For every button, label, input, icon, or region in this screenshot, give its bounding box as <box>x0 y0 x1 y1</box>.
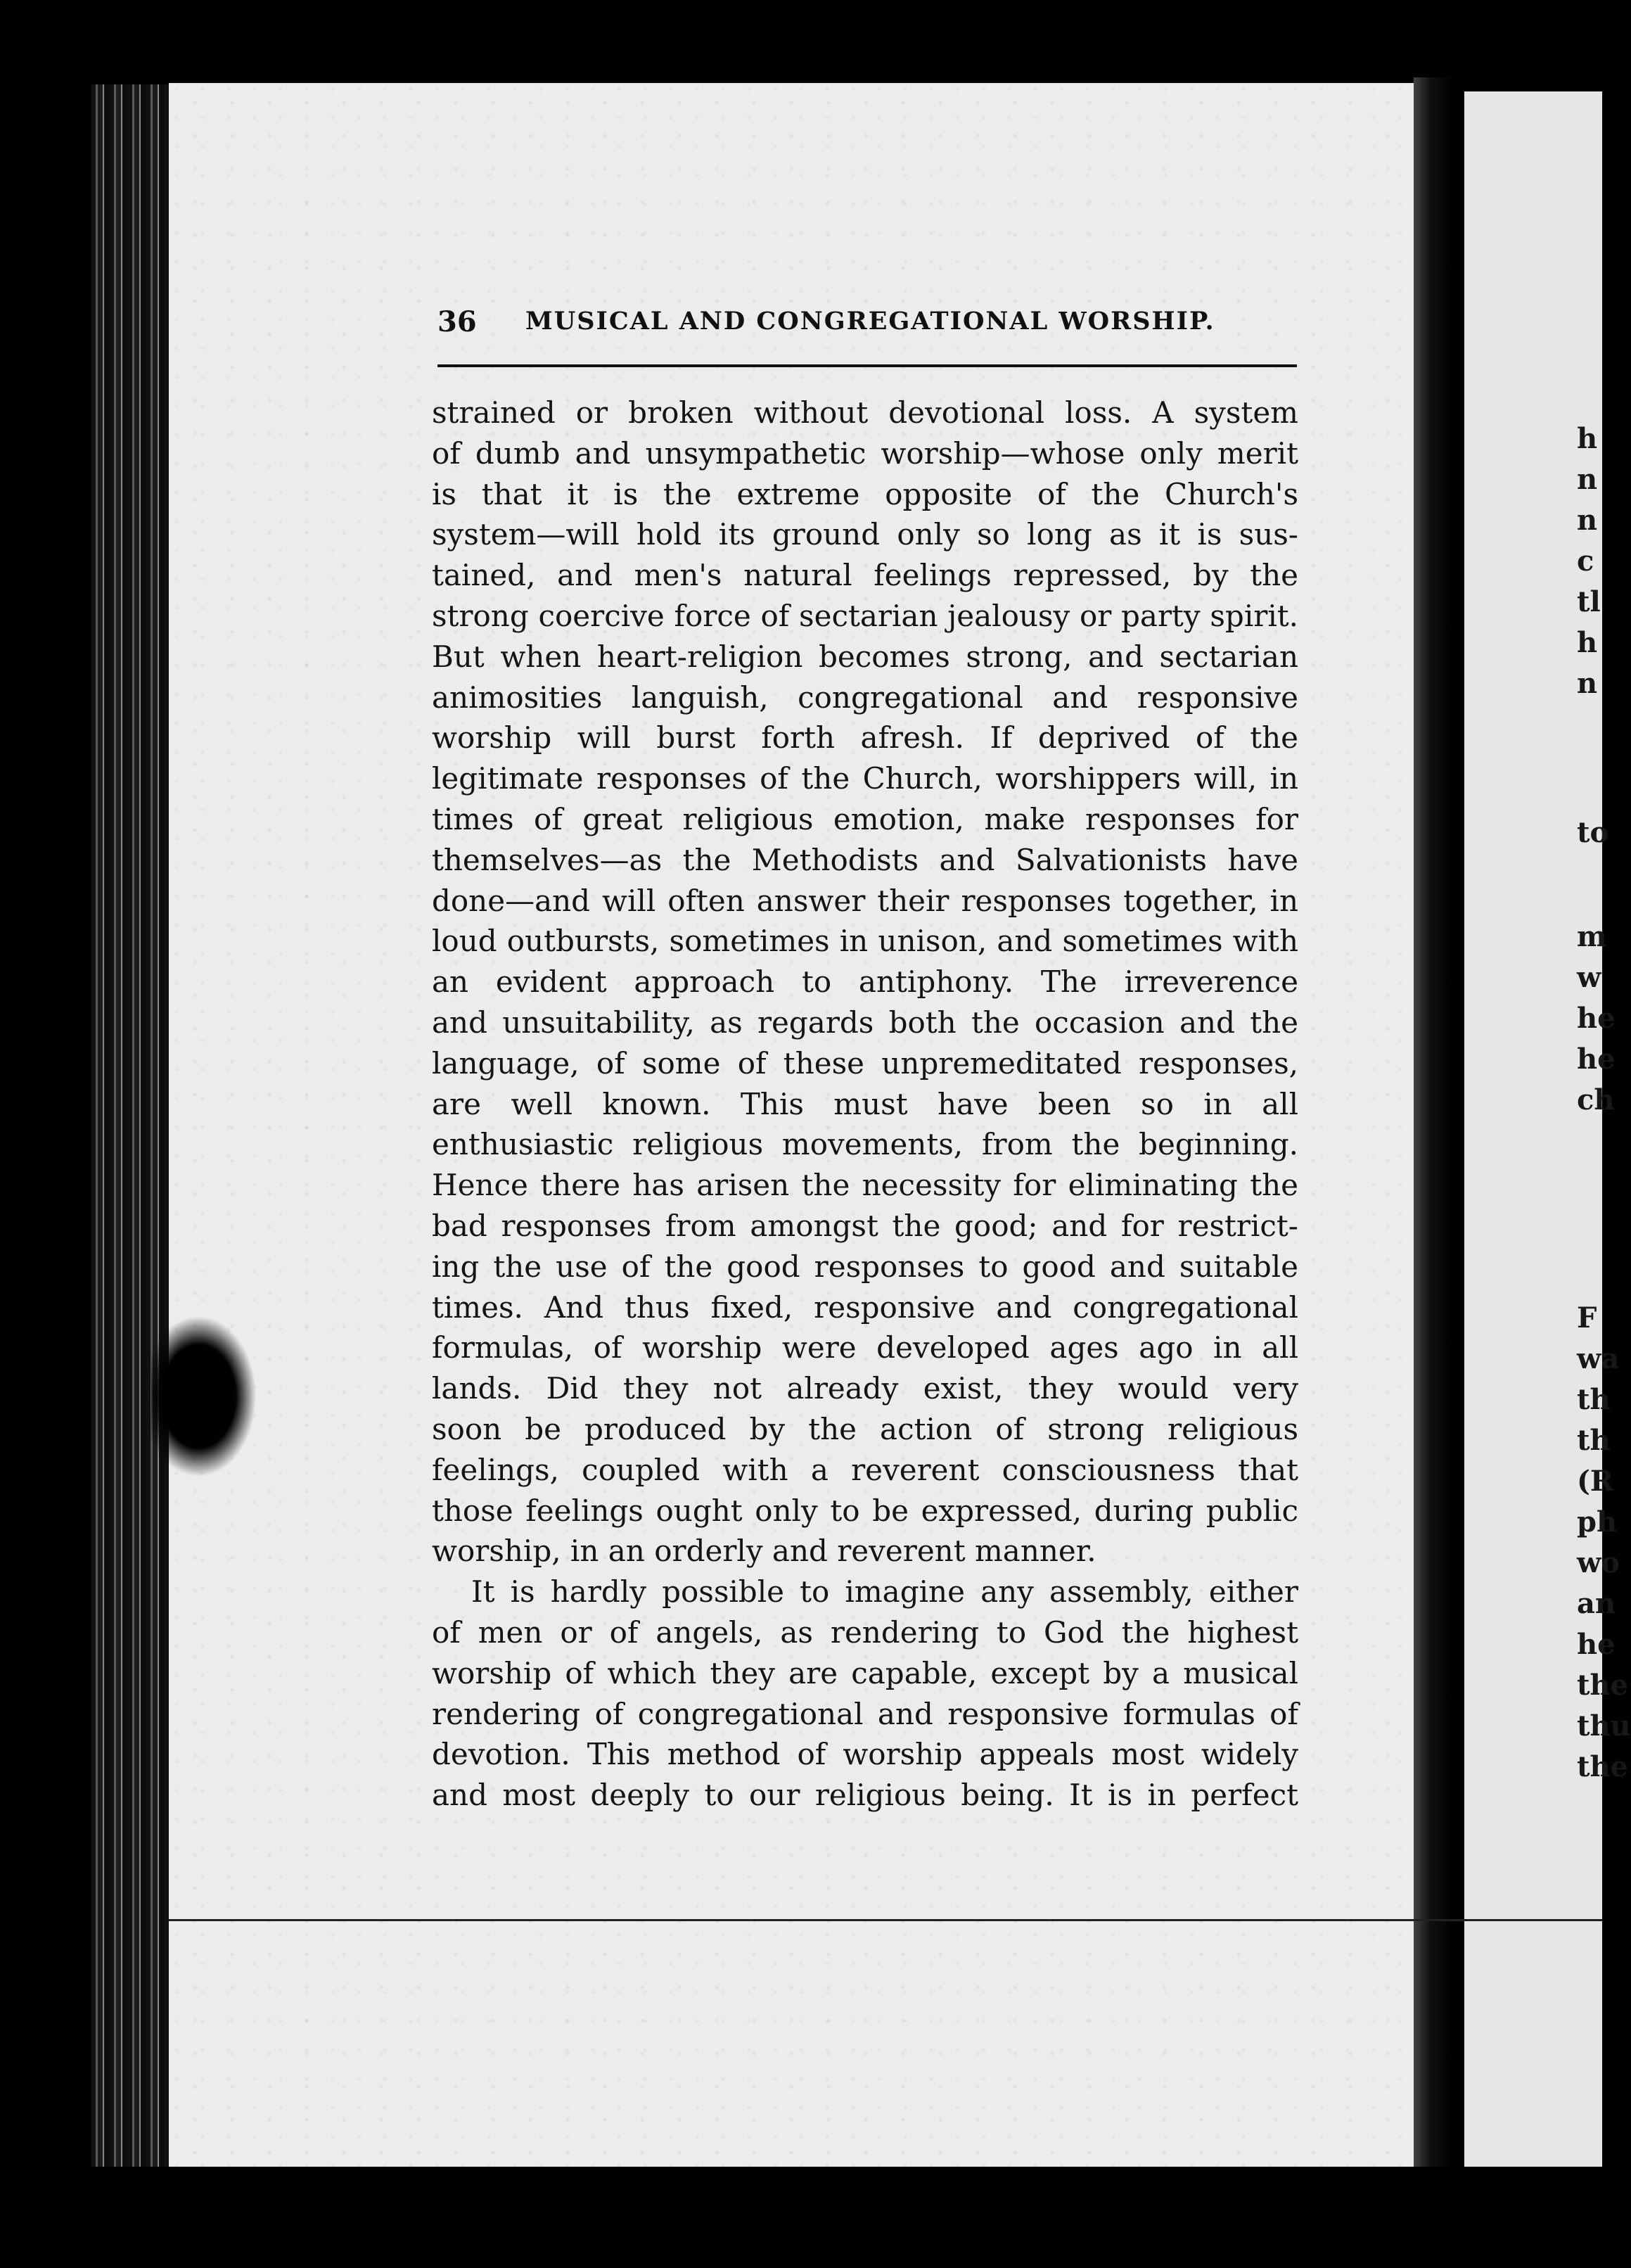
text-line: formulas, of worship were developed ages ago in all <box>432 1330 1298 1365</box>
text-line: Hence there has arisen the necessity for eliminating the <box>432 1168 1298 1203</box>
scan-line <box>169 1919 1602 1921</box>
text-line: and most deeply to our religious being. It is in perfect <box>432 1778 1298 1813</box>
facing-page-fragment: he <box>1577 1628 1616 1661</box>
facing-page-fragment: n <box>1577 504 1598 537</box>
facing-page-fragment: tl <box>1577 585 1601 618</box>
text-line: and unsuitability, as regards both the occasion and the <box>432 1005 1298 1040</box>
text-line: worship of which they are capable, except by a musical <box>432 1655 1298 1690</box>
facing-page-fragment: m <box>1577 920 1607 953</box>
text-line: times of great religious emotion, make responses for <box>432 801 1298 836</box>
text-line: are well known. This must have been so in all <box>432 1086 1298 1121</box>
facing-page-fragment: c <box>1577 544 1594 578</box>
facing-page-fragment: F <box>1577 1301 1597 1334</box>
text-line: soon be produced by the action of strong religious <box>432 1411 1298 1446</box>
facing-page-fragment: wo <box>1577 1546 1620 1579</box>
text-line: language, of some of these unpremeditated responses, <box>432 1045 1298 1081</box>
header-rule <box>437 364 1297 367</box>
facing-page-fragment: n <box>1577 667 1598 700</box>
text-line: strong coercive force of sectarian jealousy or party spirit. <box>432 598 1298 633</box>
facing-page-fragment: n <box>1577 463 1598 496</box>
text-line: of dumb and unsympathetic worship—whose only merit <box>432 435 1298 471</box>
text-line: enthusiastic religious movements, from the beginning. <box>432 1127 1298 1162</box>
text-line: system—will hold its ground only so long as it is sus- <box>432 517 1298 552</box>
text-line: But when heart-religion becomes strong, and sectarian <box>432 639 1298 674</box>
facing-page-fragment: (R <box>1577 1465 1614 1498</box>
text-line: legitimate responses of the Church, worshippers will, in <box>432 761 1298 796</box>
text-line: done—and will often answer their responses together, in <box>432 883 1298 918</box>
text-line: feelings, coupled with a reverent consciousness that <box>432 1452 1298 1487</box>
text-line: devotion. This method of worship appeals most widely <box>432 1737 1298 1772</box>
facing-page-fragment: th <box>1577 1383 1611 1416</box>
text-line: ing the use of the good responses to good and suitable <box>432 1249 1298 1284</box>
text-line: those feelings ought only to be expressed, during public <box>432 1493 1298 1528</box>
facing-page-fragment: an <box>1577 1587 1616 1620</box>
text-line: of men or of angels, as rendering to God the highest <box>432 1614 1298 1650</box>
facing-page-fragment: w <box>1577 961 1601 994</box>
text-line: times. And thus fixed, responsive and congregational <box>432 1289 1298 1325</box>
facing-page-fragment: ch <box>1577 1083 1615 1116</box>
text-line: loud outbursts, sometimes in unison, and sometimes with <box>432 924 1298 959</box>
facing-page-fragment: the <box>1577 1669 1629 1702</box>
page-number: 36 <box>437 305 477 338</box>
ink-blot <box>151 1315 257 1477</box>
text-line: worship will burst forth afresh. If deprived of the <box>432 720 1298 756</box>
text-line: rendering of congregational and responsive formulas of <box>432 1696 1298 1731</box>
text-line: tained, and men's natural feelings repressed, by the <box>432 558 1298 593</box>
facing-page-fragment: th <box>1577 1424 1611 1457</box>
body-text <box>432 393 1298 1816</box>
text-line: worship, in an orderly and reverent manner. <box>432 1534 1096 1569</box>
facing-page-fragment: he <box>1577 1043 1616 1076</box>
text-line: bad responses from amongst the good; and for restrict- <box>432 1208 1298 1243</box>
facing-page-fragment: h <box>1577 626 1598 659</box>
facing-page-fragment: to <box>1577 816 1609 849</box>
text-line: animosities languish, congregational and responsive <box>432 680 1298 715</box>
facing-page-fragment: h <box>1577 422 1598 455</box>
running-title: MUSICAL AND CONGREGATIONAL WORSHIP. <box>525 307 1215 336</box>
facing-page-fragment: ph <box>1577 1505 1618 1538</box>
text-line: themselves—as the Methodists and Salvationists have <box>432 842 1298 877</box>
text-line: an evident approach to antiphony. The irreverence <box>432 964 1298 1000</box>
facing-page <box>1464 91 1602 2167</box>
facing-page-fragment: the <box>1577 1750 1629 1783</box>
text-line: It is hardly possible to imagine any assembly, either <box>471 1574 1298 1610</box>
facing-page-fragment: he <box>1577 1002 1616 1035</box>
text-line: is that it is the extreme opposite of the Church's <box>432 476 1298 511</box>
book-gutter <box>1414 77 1454 2167</box>
text-line: lands. Did they not already exist, they would very <box>432 1371 1298 1406</box>
facing-page-fragment: thu <box>1577 1709 1631 1743</box>
facing-page-fragment: wa <box>1577 1342 1620 1375</box>
text-line: strained or broken without devotional loss. A system <box>432 395 1298 430</box>
running-header <box>437 302 1296 345</box>
film-edge <box>91 84 176 2167</box>
